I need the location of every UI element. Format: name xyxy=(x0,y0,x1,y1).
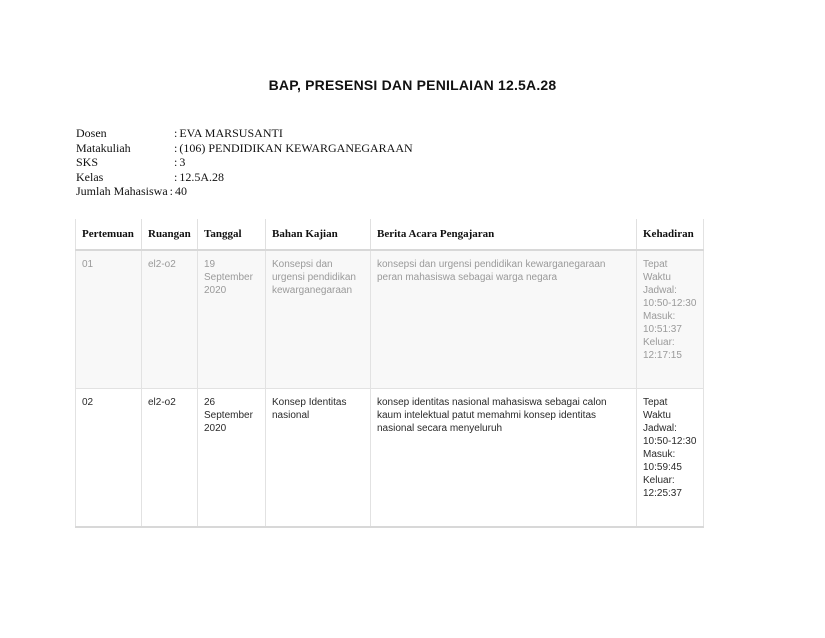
sks-label: SKS xyxy=(76,155,99,169)
kehadiran-masuk: Masuk: 10:59:45 xyxy=(643,449,682,473)
cell-pertemuan: 02 xyxy=(76,389,142,528)
cell-bahan-kajian: Konsep Identitas nasional xyxy=(266,389,371,528)
cell-tanggal: 26 September 2020 xyxy=(198,389,266,528)
kelas-value: 12.5A.28 xyxy=(179,169,225,184)
attendance-table xyxy=(75,219,704,528)
sks-separator: : xyxy=(174,155,178,169)
cell-ruangan: el2-o2 xyxy=(142,250,198,389)
matakuliah-label: Matakuliah xyxy=(76,140,131,155)
info-row-matakuliah xyxy=(76,141,413,156)
cell-berita-acara: konsep identitas nasional mahasiswa sebagai calon kaum intelektual patut memahmi konsep identitas nasional secara menyeluruh xyxy=(371,389,637,528)
header-bahan-kajian: Bahan Kajian xyxy=(266,219,371,250)
header-pertemuan: Pertemuan xyxy=(76,219,142,250)
dosen-separator: : xyxy=(174,126,178,140)
page-title: BAP, PRESENSI DAN PENILAIAN 12.5A.28 xyxy=(268,77,557,93)
kehadiran-masuk: Masuk: 10:51:37 xyxy=(643,311,682,335)
info-row-kelas xyxy=(76,170,413,185)
info-row-sks xyxy=(76,155,413,170)
course-info xyxy=(76,126,413,199)
dosen-value: EVA MARSUSANTI xyxy=(179,126,283,140)
kehadiran-jadwal: Jadwal: 10:50-12:30 xyxy=(643,423,697,447)
jumlah-separator: : xyxy=(169,184,173,198)
cell-ruangan: el2-o2 xyxy=(142,389,198,528)
cell-tanggal: 19 September 2020 xyxy=(198,250,266,389)
cell-kehadiran xyxy=(637,250,704,389)
kelas-separator: : xyxy=(174,169,178,184)
matakuliah-value: (106) PENDIDIKAN KEWARGANEGARAAN xyxy=(179,140,413,155)
kehadiran-keluar: Keluar: 12:17:15 xyxy=(643,337,682,361)
cell-berita-acara: konsepsi dan urgensi pendidikan kewarganegaraan peran mahasiswa sebagai warga negara xyxy=(371,250,637,389)
header-tanggal: Tanggal xyxy=(198,219,266,250)
sks-value: 3 xyxy=(179,155,186,169)
cell-bahan-kajian: Konsepsi dan urgensi pendidikan kewarganegaraan xyxy=(266,250,371,389)
kehadiran-status: Tepat Waktu xyxy=(643,397,671,421)
dosen-label: Dosen xyxy=(76,126,107,140)
cell-pertemuan: 01 xyxy=(76,250,142,389)
matakuliah-separator: : xyxy=(174,140,178,155)
table-row xyxy=(76,250,704,389)
kehadiran-keluar: Keluar: 12:25:37 xyxy=(643,475,682,499)
kehadiran-jadwal: Jadwal: 10:50-12:30 xyxy=(643,285,697,309)
header-ruangan: Ruangan xyxy=(142,219,198,250)
kelas-label: Kelas xyxy=(76,169,104,184)
table-row xyxy=(76,389,704,528)
header-kehadiran: Kehadiran xyxy=(637,219,704,250)
jumlah-value: 40 xyxy=(175,184,187,198)
header-berita-acara: Berita Acara Pengajaran xyxy=(371,219,637,250)
table-header-row xyxy=(76,219,704,250)
jumlah-label: Jumlah Mahasiswa xyxy=(76,184,168,198)
info-row-jumlah xyxy=(76,184,413,199)
cell-kehadiran xyxy=(637,389,704,528)
info-row-dosen xyxy=(76,126,413,141)
kehadiran-status: Tepat Waktu xyxy=(643,259,671,283)
